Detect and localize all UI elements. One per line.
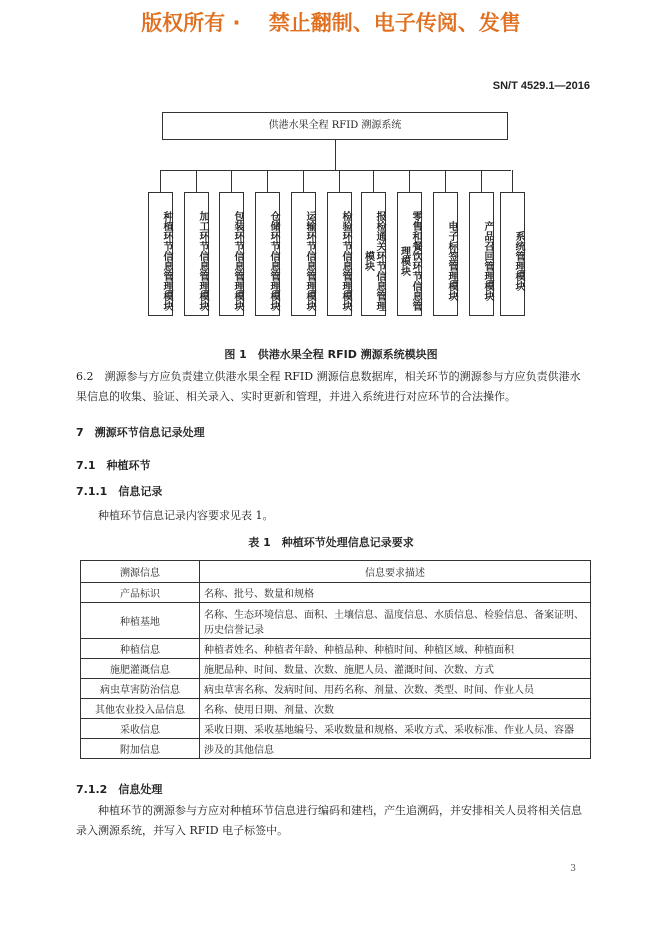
module-box: 检验环节信息管理模块: [327, 192, 352, 316]
table-1: [80, 560, 591, 759]
info-type-cell: 种植信息: [81, 639, 200, 659]
table-row: [81, 699, 591, 719]
section-7-1-1-text: 种植环节信息记录内容要求见表 1。: [98, 509, 274, 522]
info-desc-cell: 名称、生态环境信息、面积、土壤信息、温度信息、水质信息、检验信息、备案证明、历史信誉记录: [200, 603, 591, 639]
connector: [409, 170, 410, 192]
system-box: 供港水果全程 RFID 溯源系统: [162, 112, 508, 140]
connector: [196, 170, 197, 192]
table-row: [81, 739, 591, 759]
module-box: 电子标签管理模块: [433, 192, 458, 316]
connector: [335, 140, 336, 170]
connector: [231, 170, 232, 192]
info-desc-cell: 施肥品种、时间、数量、次数、施肥人员、灌溉时间、次数、方式: [200, 659, 591, 679]
connector: [160, 170, 511, 171]
standard-number: SN/T 4529.1—2016: [492, 80, 590, 92]
info-type-cell: 施肥灌溉信息: [81, 659, 200, 679]
info-desc-cell: 采收日期、采收基地编号、采收数量和规格、采收方式、采收标准、作业人员、容器: [200, 719, 591, 739]
info-type-cell: 种植基地: [81, 603, 200, 639]
connector: [373, 170, 374, 192]
module-box: 加工环节信息管理模块: [184, 192, 209, 316]
info-type-cell: 附加信息: [81, 739, 200, 759]
connector: [339, 170, 340, 192]
connector: [481, 170, 482, 192]
info-desc-cell: 名称、批号、数量和规格: [200, 583, 591, 603]
module-box: 运输环节信息管理模块: [291, 192, 316, 316]
module-box: 包装环节信息管理模块: [219, 192, 244, 316]
section-7-1-2-title: 7.1.2 信息处理: [76, 783, 163, 796]
page-number: 3: [570, 864, 576, 874]
module-diagram: [0, 0, 662, 330]
table-row: [81, 583, 591, 603]
watermark: 版权所有 · 禁止翻制、电子传阅、发售: [141, 11, 521, 35]
info-desc-cell: 名称、使用日期、剂量、次数: [200, 699, 591, 719]
table-row: [81, 603, 591, 639]
table-caption: 表 1 种植环节处理信息记录要求: [248, 536, 414, 549]
section-7-1-2-text: 种植环节的溯源参与方应对种植环节信息进行编码和建档，产生追溯码，并安排相关人员将相关信息录入溯源系统，并写入 RFID 电子标签中。: [76, 804, 582, 837]
info-type-cell: 采收信息: [81, 719, 200, 739]
table-row: [81, 679, 591, 699]
info-type-cell: 病虫草害防治信息: [81, 679, 200, 699]
info-desc-cell: 涉及的其他信息: [200, 739, 591, 759]
connector: [445, 170, 446, 192]
module-box: 产品召回管理模块: [469, 192, 494, 316]
connector: [267, 170, 268, 192]
connector: [512, 170, 513, 192]
table-header: 信息要求描述: [200, 561, 591, 583]
info-desc-cell: 病虫草害名称、发病时间、用药名称、剂量、次数、类型、时间、作业人员: [200, 679, 591, 699]
section-6-2: 6.2 溯源参与方应负责建立供港水果全程 RFID 溯源信息数据库，相关环节的溯源参与方应负责供港水果信息的收集、验证、相关录入、实时更新和管理，并进入系统进行对应环节的合法操作。: [76, 370, 581, 403]
section-7-title: 7 溯源环节信息记录处理: [76, 426, 205, 439]
table-row: [81, 719, 591, 739]
figure-caption: 图 1 供港水果全程 RFID 溯源系统模块图: [224, 348, 438, 361]
module-box: 仓储环节信息管理模块: [255, 192, 280, 316]
info-type-cell: 其他农业投入品信息: [81, 699, 200, 719]
table-row: [81, 639, 591, 659]
section-7-1-title: 7.1 种植环节: [76, 459, 151, 472]
info-desc-cell: 种植者姓名、种植者年龄、种植品种、种植时间、种植区域、种植面积: [200, 639, 591, 659]
table-row: [81, 659, 591, 679]
module-box: 报检通关环节信息管理模块: [361, 192, 386, 316]
connector: [160, 170, 161, 192]
module-box: 系统管理模块: [500, 192, 525, 316]
connector: [303, 170, 304, 192]
section-7-1-1-title: 7.1.1 信息记录: [76, 485, 163, 498]
module-box: 零售和餐饮环节信息管理模块: [397, 192, 422, 316]
module-box: 种植环节信息管理模块: [148, 192, 173, 316]
info-type-cell: 产品标识: [81, 583, 200, 603]
table-header: 溯源信息: [81, 561, 200, 583]
